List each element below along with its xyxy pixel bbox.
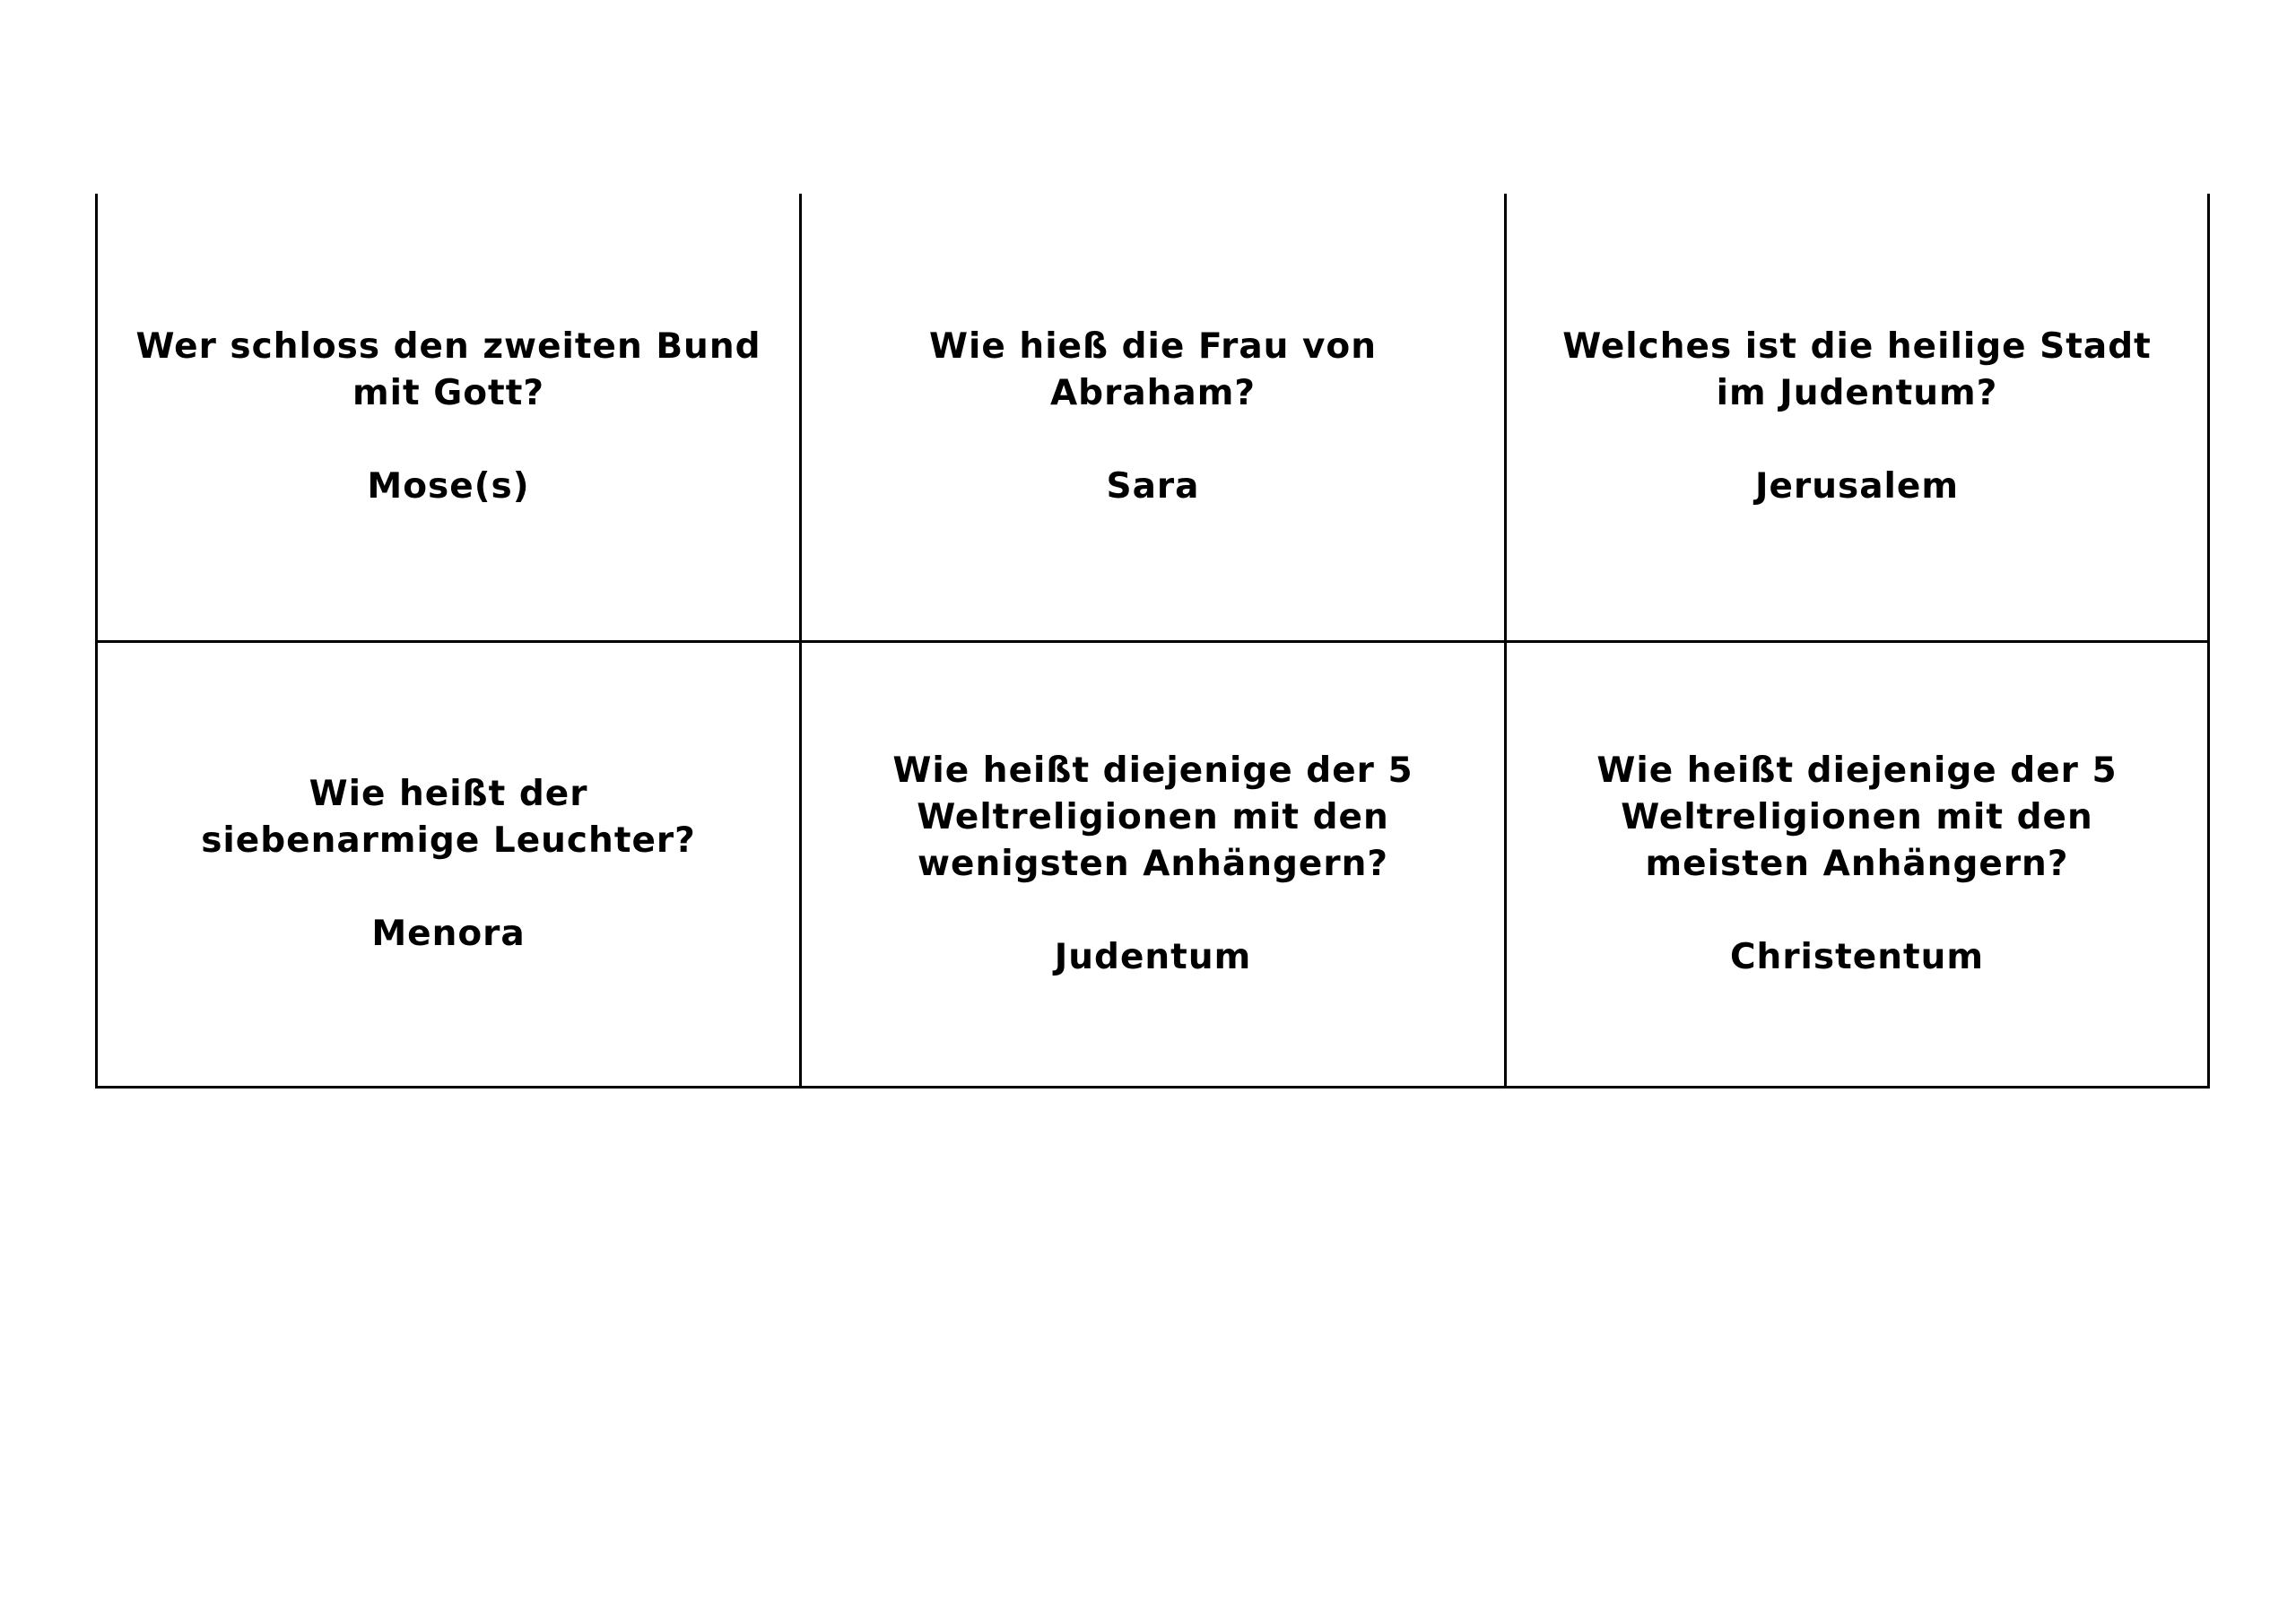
- card-question: Wie heißt diejenige der 5 Weltreligionen mit den wenigsten Anhängern?: [892, 750, 1413, 884]
- quiz-card: [98, 194, 799, 640]
- card-question: Welches ist die heilige Stadt im Judentum?: [1562, 326, 2152, 413]
- card-answer: Judentum: [1054, 937, 1252, 977]
- quiz-card: [802, 194, 1504, 640]
- card-question: Wie hieß die Frau von Abraham?: [929, 326, 1377, 413]
- card-question: Wie heißt diejenige der 5 Weltreligionen mit den meisten Anhängern?: [1596, 750, 2118, 884]
- card-answer: Sara: [1106, 466, 1200, 507]
- quiz-card: [98, 643, 799, 1086]
- card-answer: Menora: [371, 914, 526, 954]
- card-question: Wer schloss den zweiten Bund mit Gott?: [135, 326, 761, 413]
- card-answer: Christentum: [1729, 937, 1985, 977]
- quiz-card: [802, 643, 1504, 1086]
- grid-line-bottom: [95, 1086, 2210, 1089]
- card-answer: Mose(s): [367, 466, 530, 507]
- quiz-card: [1507, 643, 2207, 1086]
- quiz-card: [1507, 194, 2207, 640]
- card-answer: Jerusalem: [1755, 466, 1959, 507]
- quiz-card-grid: [95, 194, 2210, 1089]
- card-question: Wie heißt der siebenarmige Leuchter?: [201, 774, 696, 861]
